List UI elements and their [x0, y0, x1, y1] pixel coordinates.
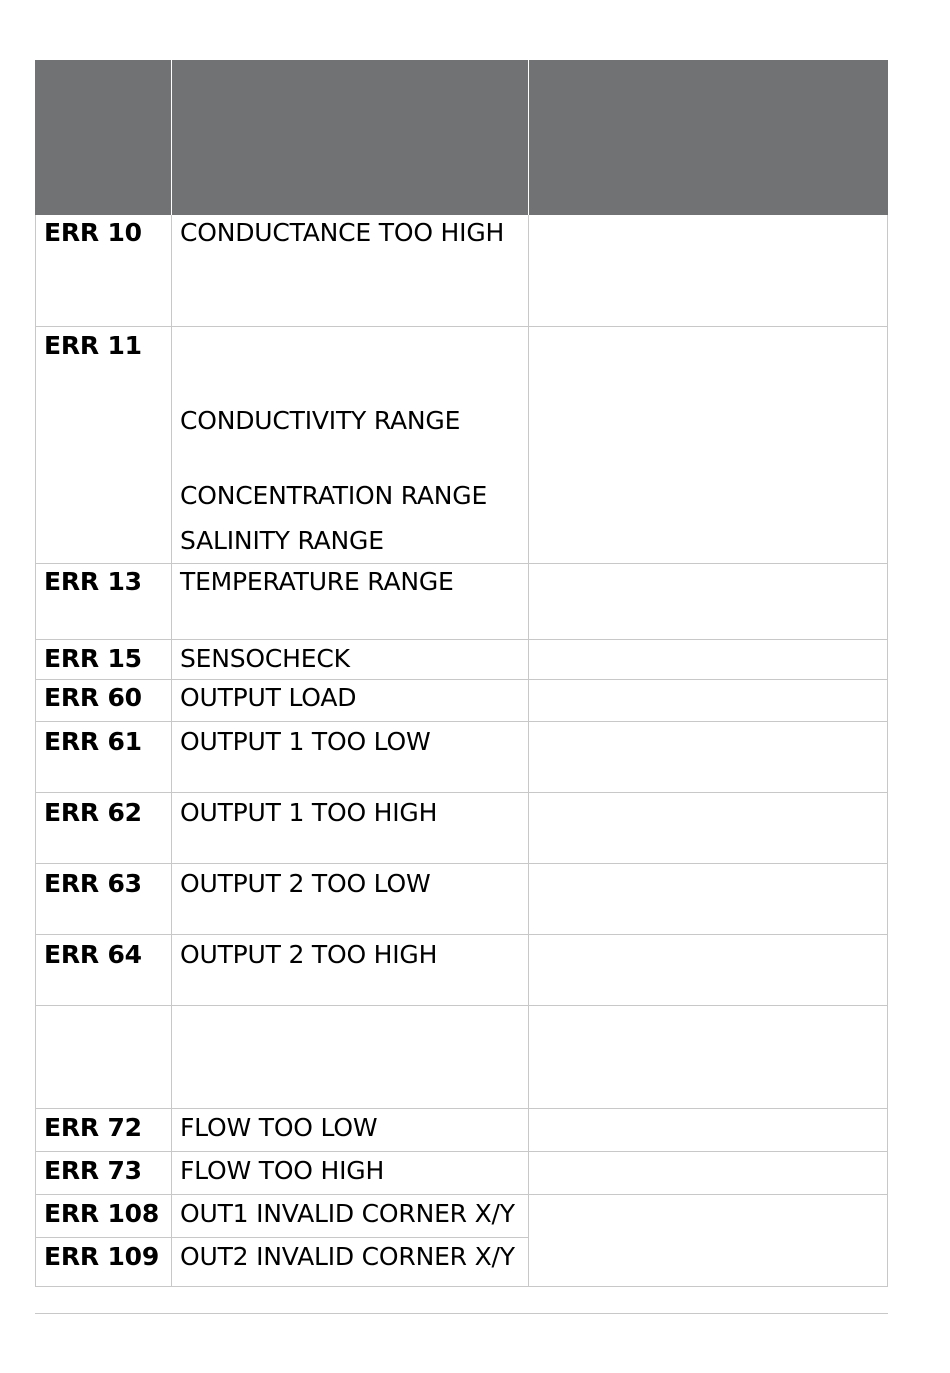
error-description: OUTPUT 1 TOO LOW	[180, 727, 431, 756]
error-description: CONDUCTANCE TOO HIGH	[180, 218, 505, 247]
error-code: ERR 10	[44, 218, 142, 247]
table-border-right	[887, 215, 888, 1287]
error-code: ERR 63	[44, 869, 142, 898]
error-code: ERR 64	[44, 940, 142, 969]
error-description: OUT1 INVALID CORNER X/Y	[180, 1199, 515, 1228]
row-divider	[35, 792, 888, 793]
row-divider	[35, 1005, 888, 1006]
table-header-code	[35, 60, 171, 215]
error-description: OUTPUT 2 TOO LOW	[180, 869, 431, 898]
footer-rule	[35, 1313, 888, 1314]
row-divider	[35, 639, 888, 640]
row-divider	[35, 863, 888, 864]
error-description: CONCENTRATION RANGE	[180, 481, 488, 510]
error-code: ERR 11	[44, 331, 142, 360]
row-divider-partial	[35, 1237, 529, 1238]
row-divider	[35, 1194, 888, 1195]
row-divider	[35, 1151, 888, 1152]
error-code: ERR 60	[44, 683, 142, 712]
error-code: ERR 108	[44, 1199, 160, 1228]
row-divider	[35, 721, 888, 722]
error-description: CONDUCTIVITY RANGE	[180, 406, 461, 435]
row-divider	[35, 679, 888, 680]
row-divider	[35, 326, 888, 327]
table-header-remedy	[529, 60, 888, 215]
error-code: ERR 61	[44, 727, 142, 756]
error-description: OUTPUT 1 TOO HIGH	[180, 798, 438, 827]
table-border-bottom	[35, 1286, 888, 1287]
error-description: FLOW TOO HIGH	[180, 1156, 385, 1185]
error-description: TEMPERATURE RANGE	[180, 567, 454, 596]
error-description: OUTPUT LOAD	[180, 683, 357, 712]
table-border-left	[35, 215, 36, 1287]
table-header-description	[172, 60, 528, 215]
error-description: SALINITY RANGE	[180, 526, 384, 555]
error-code: ERR 109	[44, 1242, 160, 1271]
error-description: OUTPUT 2 TOO HIGH	[180, 940, 438, 969]
column-divider-2	[528, 215, 529, 1287]
error-code: ERR 72	[44, 1113, 142, 1142]
error-code: ERR 15	[44, 644, 142, 673]
error-code: ERR 13	[44, 567, 142, 596]
error-description: FLOW TOO LOW	[180, 1113, 378, 1142]
row-divider	[35, 934, 888, 935]
error-description: SENSOCHECK	[180, 644, 350, 673]
column-divider-1	[171, 215, 172, 1287]
row-divider	[35, 563, 888, 564]
error-code: ERR 73	[44, 1156, 142, 1185]
row-divider	[35, 1108, 888, 1109]
error-description: OUT2 INVALID CORNER X/Y	[180, 1242, 515, 1271]
error-code: ERR 62	[44, 798, 142, 827]
